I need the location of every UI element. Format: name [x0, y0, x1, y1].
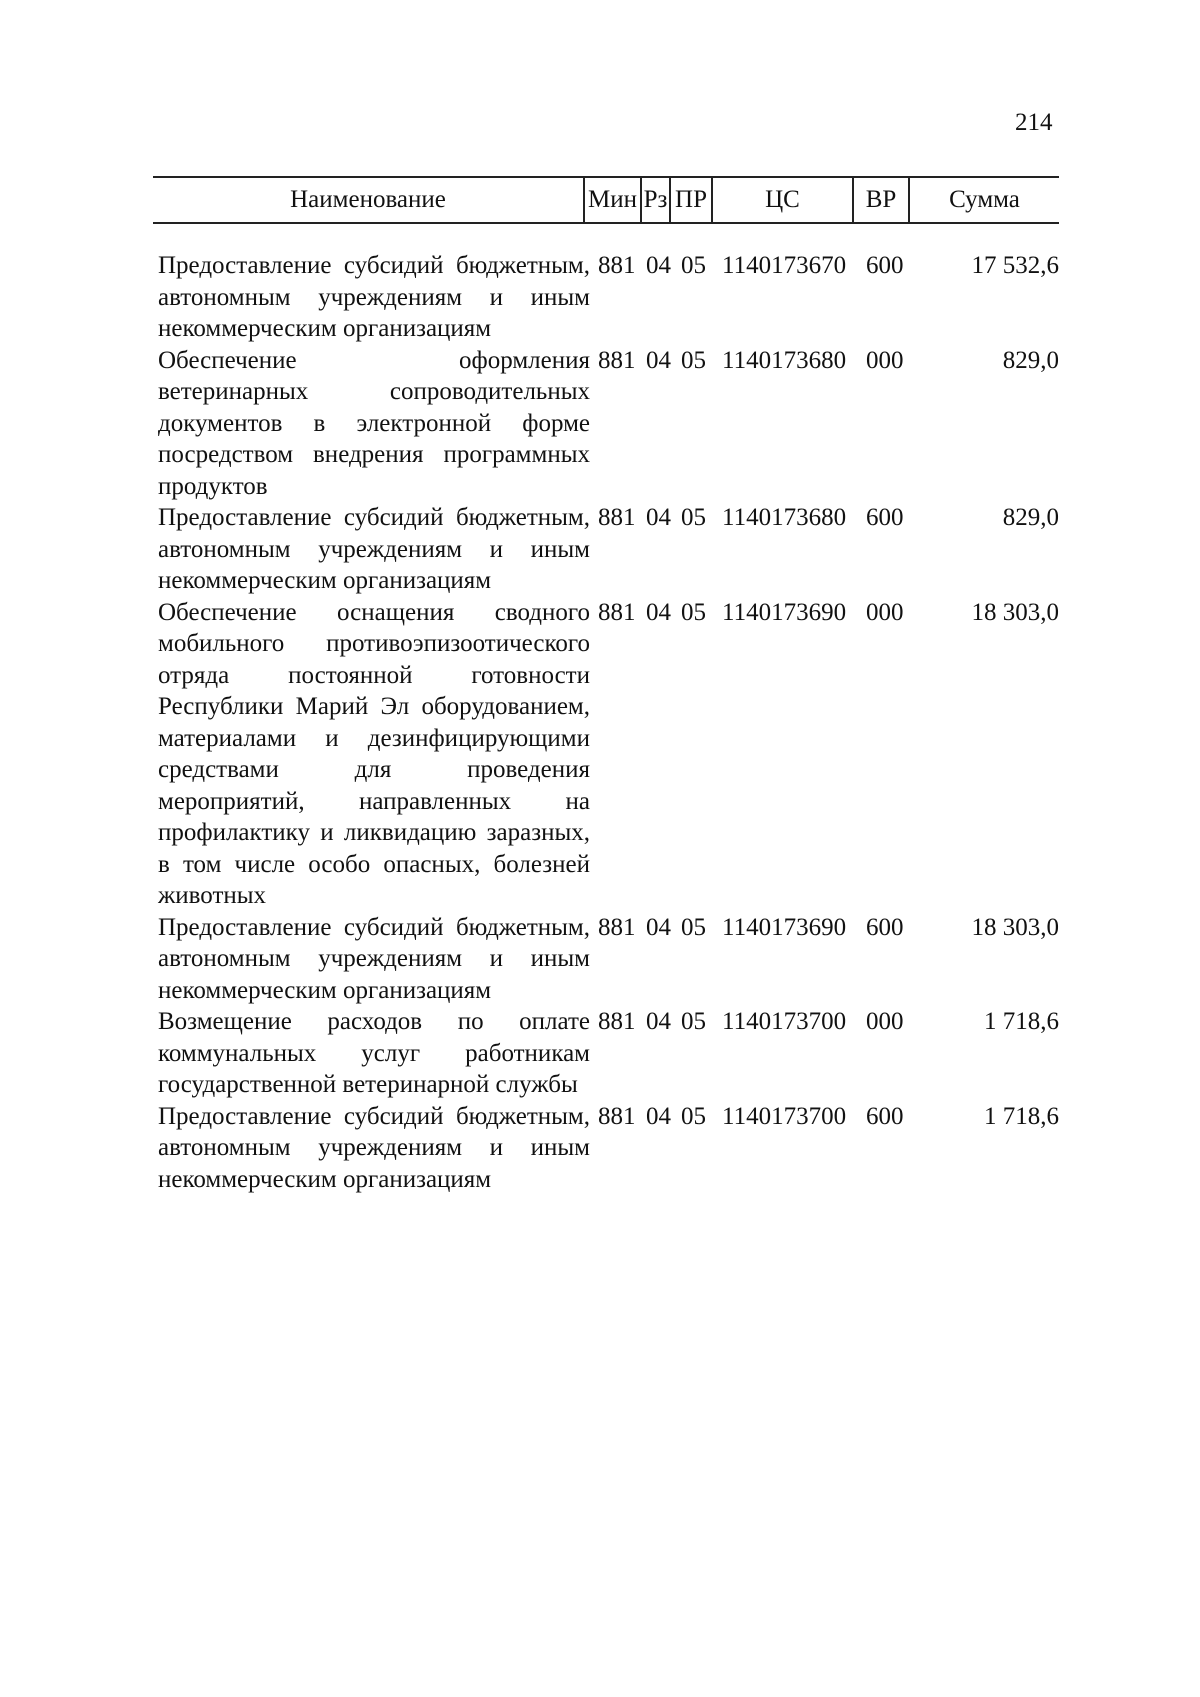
row-min: 881: [598, 598, 636, 626]
row-pr: 05: [681, 598, 706, 626]
row-min: 881: [598, 504, 636, 531]
header-name: Наименование: [290, 186, 446, 213]
row-cs: 1140173670: [722, 252, 847, 279]
table-header: [153, 176, 1059, 224]
row-name: Обеспечение оснащения сводного мобильного противоэпизоотического отряда постоянной готовности Республики Марий Эл оборудованием, материалами и дезинфицирующими средствами для проведения мероприятий, направленных на профилактику и ликвидацию заразных, в том числе особо опасных, болезней животных: [158, 598, 590, 909]
table-row: [0, 345, 1200, 503]
row-min: 881: [598, 1008, 636, 1035]
row-pr: 05: [681, 346, 706, 374]
header-pr: ПР: [669, 178, 711, 222]
header-cs: ЦС: [711, 178, 852, 222]
row-min: 881: [598, 346, 636, 374]
table-row: [0, 1006, 1200, 1101]
row-rz: 04: [646, 1102, 671, 1130]
row-cs: 1140173680: [722, 504, 847, 531]
table-row: [0, 250, 1200, 345]
row-min: 881: [598, 252, 636, 279]
row-sum: 1 718,6: [984, 1008, 1059, 1035]
row-cs: 1140173680: [722, 346, 847, 374]
row-sum: 829,0: [1002, 346, 1059, 374]
row-vr: 600: [866, 252, 904, 279]
row-cs: 1140173700: [722, 1102, 847, 1130]
row-name: Предоставление субсидий бюджетным, автономным учреждениям и иным некоммерческим организациям: [158, 252, 590, 342]
row-rz: 04: [646, 598, 671, 626]
table-row: [0, 597, 1200, 912]
row-min: 881: [598, 1102, 636, 1130]
row-sum: 17 532,6: [971, 252, 1059, 279]
row-pr: 05: [681, 1102, 706, 1130]
row-rz: 04: [646, 1008, 671, 1035]
table-row: [0, 912, 1200, 1007]
row-sum: 18 303,0: [971, 913, 1059, 941]
header-sum: Сумма: [908, 178, 1059, 222]
row-sum: 18 303,0: [971, 598, 1059, 626]
row-rz: 04: [646, 252, 671, 279]
row-vr: 600: [866, 1102, 904, 1130]
row-vr: 000: [866, 1008, 904, 1035]
row-name: Предоставление субсидий бюджетным, автономным учреждениям и иным некоммерческим организациям: [158, 913, 590, 1004]
page-number: 214: [1015, 109, 1053, 136]
row-cs: 1140173690: [722, 913, 847, 941]
row-pr: 05: [681, 1008, 706, 1035]
row-pr: 05: [681, 913, 706, 941]
row-vr: 000: [866, 346, 904, 374]
row-vr: 600: [866, 913, 904, 941]
row-cs: 1140173690: [722, 598, 847, 626]
row-vr: 600: [866, 504, 904, 531]
row-rz: 04: [646, 504, 671, 531]
row-sum: 1 718,6: [984, 1102, 1059, 1130]
row-name: Обеспечение оформления ветеринарных сопроводительных документов в электронной форме посредством внедрения программных продуктов: [158, 346, 590, 500]
row-sum: 829,0: [1002, 504, 1059, 531]
row-min: 881: [598, 913, 636, 941]
row-pr: 05: [681, 252, 706, 279]
row-vr: 000: [866, 598, 904, 626]
header-min: Мин: [583, 178, 640, 222]
header-vr: ВР: [852, 178, 908, 222]
header-rz: Рз: [640, 178, 669, 222]
table-row: [0, 502, 1200, 597]
row-name: Предоставление субсидий бюджетным, автономным учреждениям и иным некоммерческим организациям: [158, 1102, 590, 1193]
row-name: Предоставление субсидий бюджетным, автономным учреждениям и иным некоммерческим организациям: [158, 504, 590, 594]
row-cs: 1140173700: [722, 1008, 847, 1035]
row-rz: 04: [646, 913, 671, 941]
row-name: Возмещение расходов по оплате коммунальных услуг работникам государственной ветеринарной службы: [158, 1008, 590, 1098]
table-body: [0, 250, 1200, 1195]
table-row: [0, 1101, 1200, 1196]
row-rz: 04: [646, 346, 671, 374]
row-pr: 05: [681, 504, 706, 531]
